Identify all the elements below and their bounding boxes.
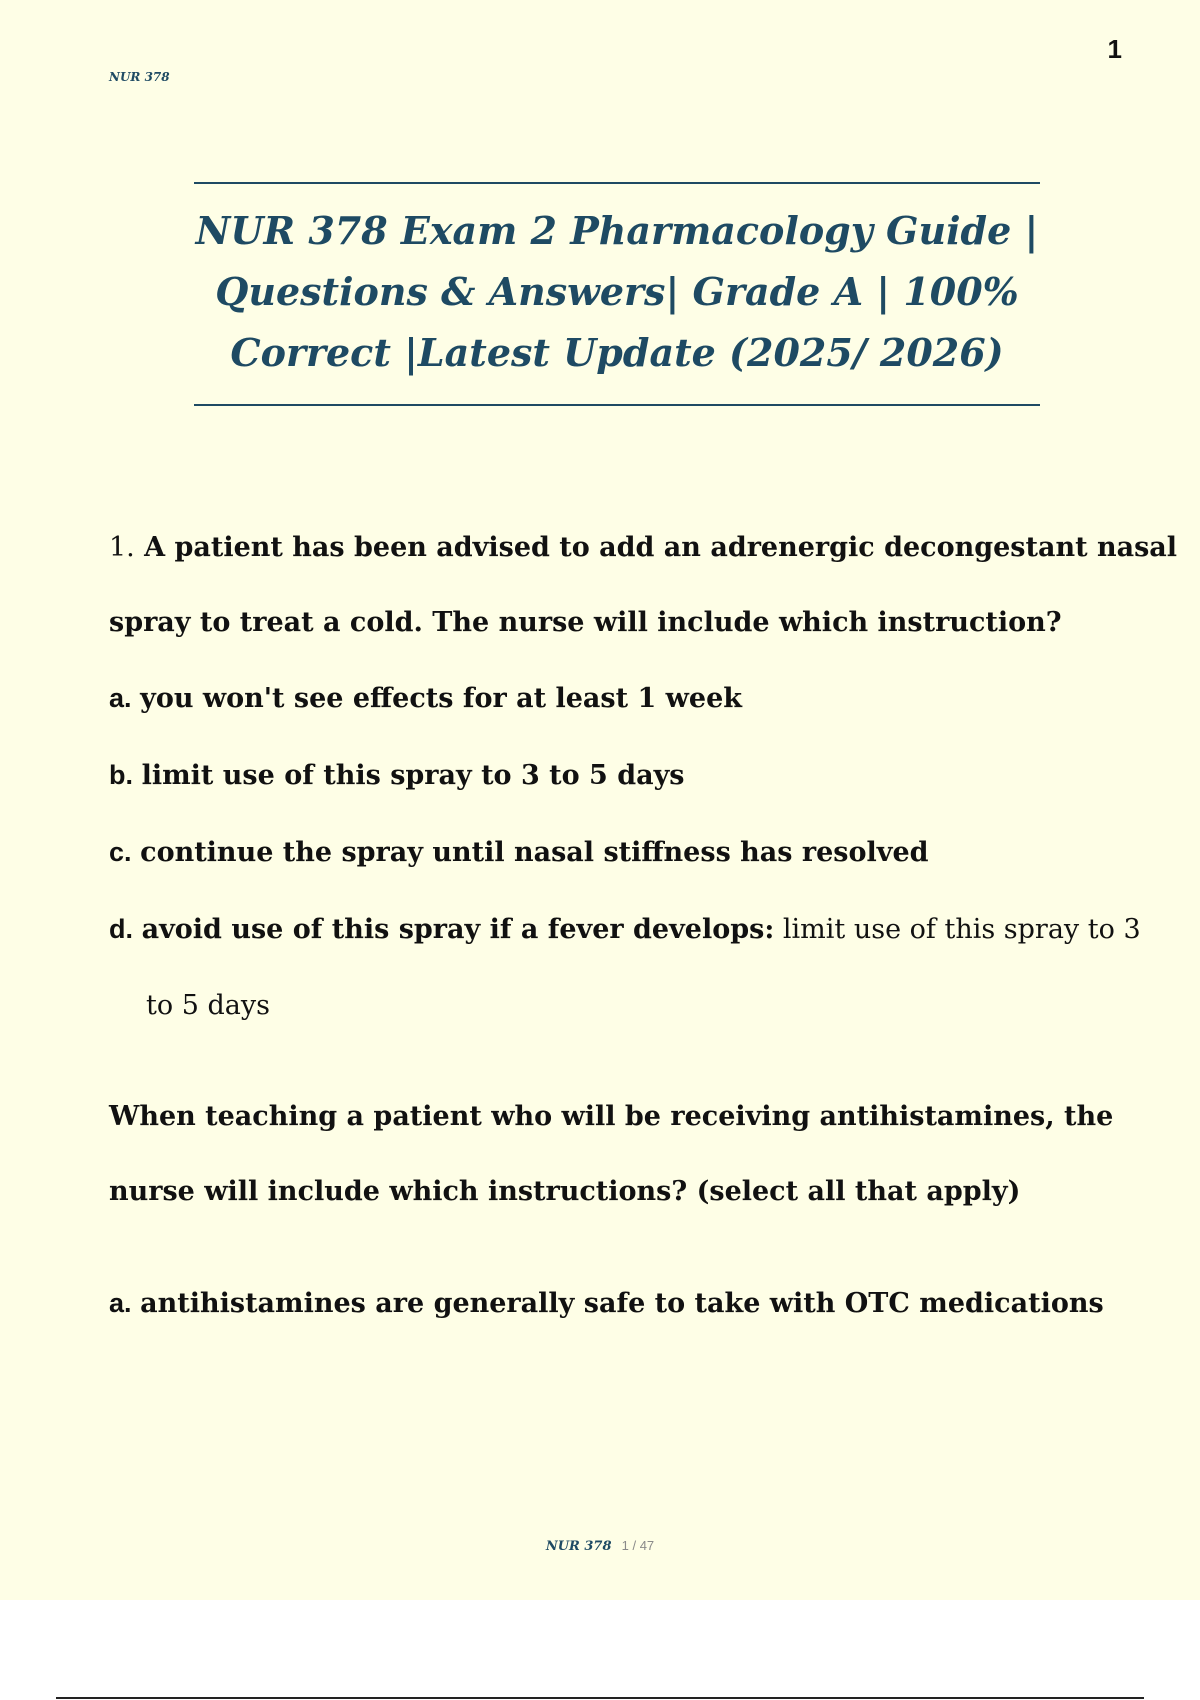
- option-text: limit use of this spray to 3 to 5 days: [141, 760, 685, 791]
- spacer: [109, 1043, 1129, 1079]
- question-1-line-2: spray to treat a cold. The nurse will include which instruction?: [109, 607, 1062, 638]
- option-letter: b.: [109, 760, 133, 790]
- question-1-option-a: [109, 660, 1129, 737]
- page-number: 1: [1107, 34, 1122, 64]
- footer-course: NUR 378: [545, 1539, 612, 1554]
- option-text: antihistamines are generally safe to take with OTC medications: [140, 1288, 1104, 1319]
- question-1-option-c: [109, 814, 1129, 891]
- option-text: continue the spray until nasal stiffness has resolved: [140, 837, 929, 868]
- question-2-option-a: [109, 1265, 1129, 1342]
- question-2: [109, 1079, 1129, 1342]
- title-line-1: NUR 378 Exam 2 Pharmacology Guide |: [195, 208, 1039, 253]
- option-letter: a.: [109, 683, 132, 713]
- question-1-answer-continued: to 5 days: [146, 990, 270, 1021]
- option-letter: c.: [109, 837, 132, 867]
- footer-page-count: 1 / 47: [621, 1538, 655, 1553]
- question-1-option-b: [109, 737, 1129, 814]
- question-2-line-2: nurse will include which instructions? (select all that apply): [109, 1176, 1021, 1207]
- title-line-2: Questions & Answers| Grade A | 100%: [215, 269, 1019, 314]
- question-1-stem-1: A patient has been advised to add an adrenergic decongestant nasal: [144, 532, 1178, 563]
- question-1-option-d: [109, 891, 1141, 968]
- running-header: NUR 378: [109, 70, 170, 84]
- page-footer: [0, 1538, 1200, 1554]
- spacer: [109, 1229, 1129, 1265]
- title-top-rule: [194, 182, 1040, 184]
- question-2-line-1: When teaching a patient who will be receiving antihistamines, the: [109, 1101, 1114, 1132]
- title-bottom-rule: [194, 404, 1040, 406]
- document-title: [194, 200, 1040, 383]
- option-text: avoid use of this spray if a fever develops:: [141, 914, 775, 945]
- question-1-answer: limit use of this spray to 3: [782, 914, 1141, 945]
- question-1-line-1: [109, 510, 1178, 585]
- option-letter: a.: [109, 1288, 132, 1318]
- option-letter: d.: [109, 914, 133, 944]
- bottom-divider: [56, 1697, 1144, 1699]
- question-1-number: 1.: [109, 532, 135, 563]
- document-body: [109, 510, 1178, 1342]
- title-line-3: Correct |Latest Update (2025/ 2026): [230, 330, 1004, 375]
- question-1: [109, 510, 1178, 1043]
- option-text: you won't see effects for at least 1 week: [140, 683, 742, 714]
